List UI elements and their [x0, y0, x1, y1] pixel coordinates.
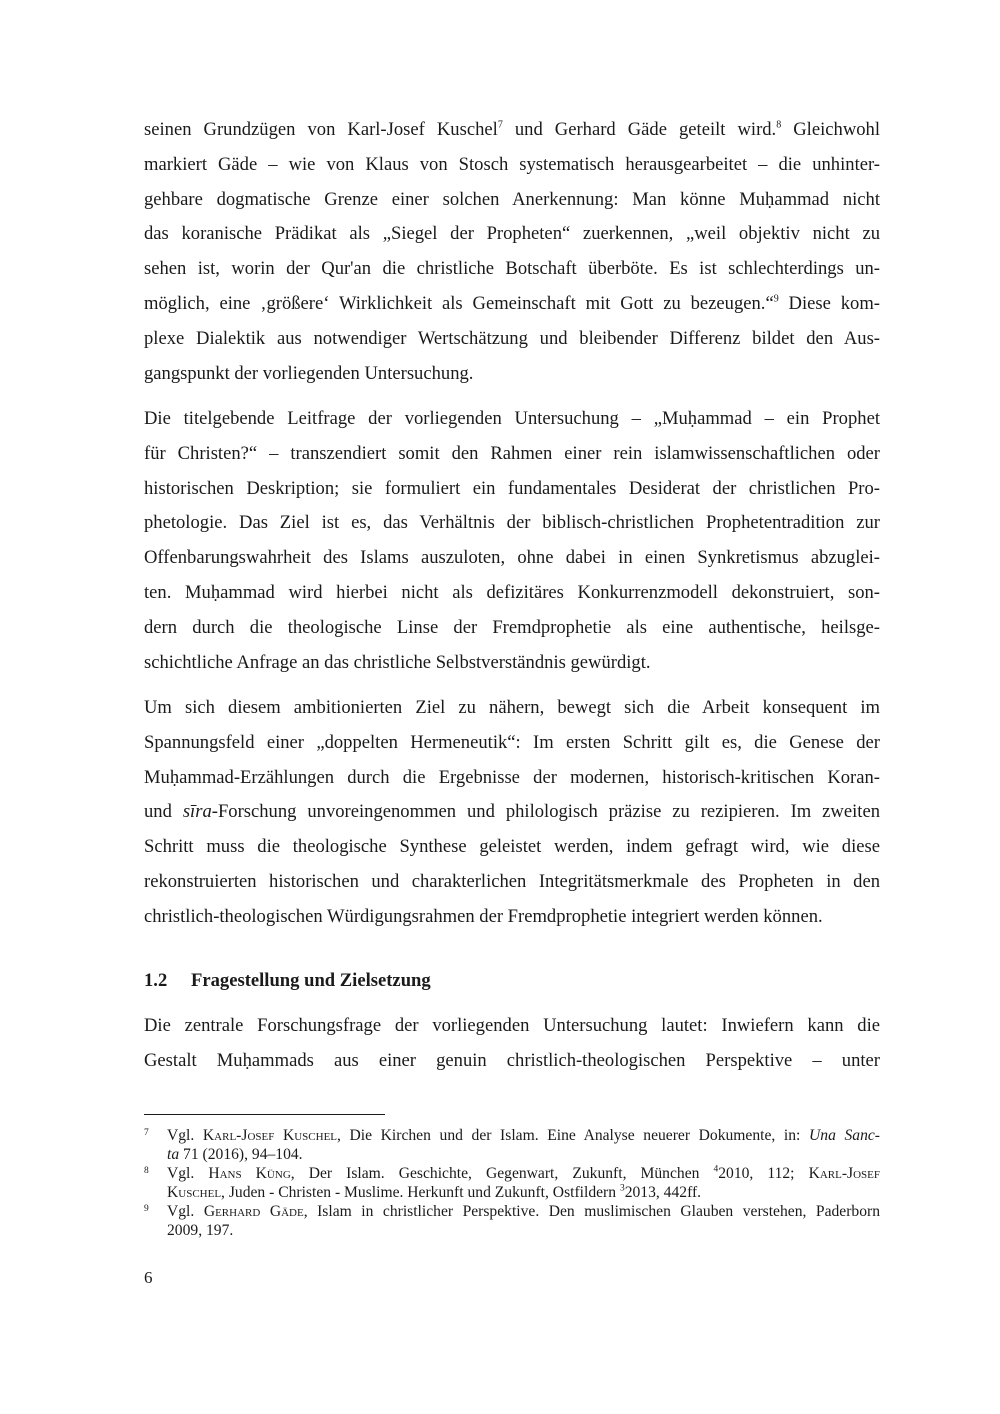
text-line: sehen ist, worin der Qur'an die christliche Botschaft überböte. Es ist schlechterdings un- [144, 258, 880, 280]
text-line: gehbare dogmatische Grenze einer solchen Anerkennung: Man könne Muḥammad nicht [144, 188, 880, 210]
text-line: Muḥammad-Erzählungen durch die Ergebnisse der modernen, historisch-kritischen Koran- [144, 766, 880, 788]
text-line: phetologie. Das Ziel ist es, das Verhältnis der biblisch-christlichen Prophetentradition zur [144, 512, 880, 534]
footnote-line: Vgl. Hans Küng, Der Islam. Geschichte, Gegenwart, Zukunft, München $^4$2010, 112; Karl-Josef [167, 1164, 880, 1182]
footnote-line: Kuschel, Juden - Christen - Muslime. Herkunft und Zukunft, Ostfildern $^3$2013, 442ff. [167, 1183, 702, 1201]
section-heading [144, 968, 431, 994]
footnote-mark: 8 [144, 1166, 149, 1176]
text-line: gangspunkt der vorliegenden Untersuchung. [144, 362, 474, 384]
text-line: möglich, eine ‚größere‘ Wirklichkeit als Gemeinschaft mit Gott zu bezeugen.“$^9$ Diese kom- [144, 292, 880, 314]
paragraph-2 [144, 402, 880, 680]
text-line: für Christen?“ – transzendiert somit den Rahmen einer rein islamwissenschaftlichen oder [144, 442, 880, 464]
footnote-7 [144, 1126, 880, 1164]
footnote-9 [144, 1202, 880, 1240]
footnote-ref-8[interactable]: 8 [776, 119, 782, 131]
text-line: rekonstruierten historischen und charakterlichen Integritätsmerkmale des Propheten in den [144, 870, 880, 892]
text-line: dern durch die theologische Linse der Fremdprophetie als eine authentische, heilsge- [144, 616, 880, 638]
text-line: Um sich diesem ambitionierten Ziel zu nähern, bewegt sich die Arbeit konsequent im [144, 697, 880, 718]
footnote-mark: 7 [144, 1128, 149, 1138]
text-line: Die zentrale Forschungsfrage der vorliegenden Untersuchung lautet: Inwiefern kann die [144, 1015, 880, 1036]
section-title: Fragestellung und Zielsetzung [191, 970, 431, 991]
footnote-mark: 9 [144, 1204, 149, 1214]
text-line: Offenbarungswahrheit des Islams auszuloten, ohne dabei in einen Synkretismus abzuglei- [144, 547, 880, 569]
footnote-8 [144, 1164, 880, 1202]
text-line: plexe Dialektik aus notwendiger Wertschätzung und bleibender Differenz bildet den Aus- [144, 327, 880, 349]
text-line: und sīra-Forschung unvoreingenommen und philologisch präzise zu rezipieren. Im zweiten [144, 801, 880, 823]
term-sira: sīra [182, 801, 212, 823]
paragraph-1 [144, 113, 880, 391]
footnote-line: ta 71 (2016), 94–104. [167, 1146, 303, 1163]
footnote-line: Vgl. Gerhard Gäde, Islam in christlicher Perspektive. Den muslimischen Glauben verstehen, Paderborn [167, 1203, 880, 1220]
text-line: Gestalt Muḥammads aus einer genuin christlich-theologischen Perspektive – unter [144, 1049, 880, 1071]
footnote-ref-7[interactable]: 7 [497, 119, 503, 131]
text-line: Die titelgebende Leitfrage der vorliegenden Untersuchung – „Muḥammad – ein Prophet [144, 408, 880, 429]
text-line: das koranische Prädikat als „Siegel der Propheten“ zuerkennen, „weil objektiv nicht zu [144, 223, 880, 245]
footnote-separator [144, 1114, 385, 1115]
text-line: markiert Gäde – wie von Klaus von Stosch systematisch herausgearbeitet – die unhinter- [144, 153, 880, 175]
text-line: historischen Deskription; sie formuliert ein fundamentales Desiderat der christlichen Pro- [144, 477, 880, 499]
text-line: Spannungsfeld einer „doppelten Hermeneutik“: Im ersten Schritt gilt es, die Genese der [144, 731, 880, 753]
text-line: schichtliche Anfrage an das christliche Selbstverständnis gewürdigt. [144, 651, 651, 673]
text-line: seinen Grundzügen von Karl-Josef Kuschel$^7$ und Gerhard Gäde geteilt wird.$^8$ Gleichwohl [144, 119, 880, 140]
footnote-ref-9[interactable]: 9 [773, 293, 779, 305]
text-line: ten. Muḥammad wird hierbei nicht als defizitäres Konkurrenzmodell dekonstruiert, son- [144, 581, 880, 603]
footnotes [144, 1126, 880, 1240]
page-number: 6 [144, 1268, 153, 1287]
text-line: Schritt muss die theologische Synthese geleistet werden, indem gefragt wird, wie diese [144, 836, 880, 858]
paragraph-4 [144, 1009, 880, 1079]
section-number: 1.2 [144, 970, 168, 991]
footnote-line: Vgl. Karl-Josef Kuschel, Die Kirchen und der Islam. Eine Analyse neuerer Dokumente, in: Una Sanc- [167, 1127, 880, 1144]
footnote-line: 2009, 197. [167, 1222, 234, 1239]
paragraph-3 [144, 691, 880, 935]
text-line: christlich-theologischen Würdigungsrahmen der Fremdprophetie integriert werden können. [144, 905, 823, 927]
